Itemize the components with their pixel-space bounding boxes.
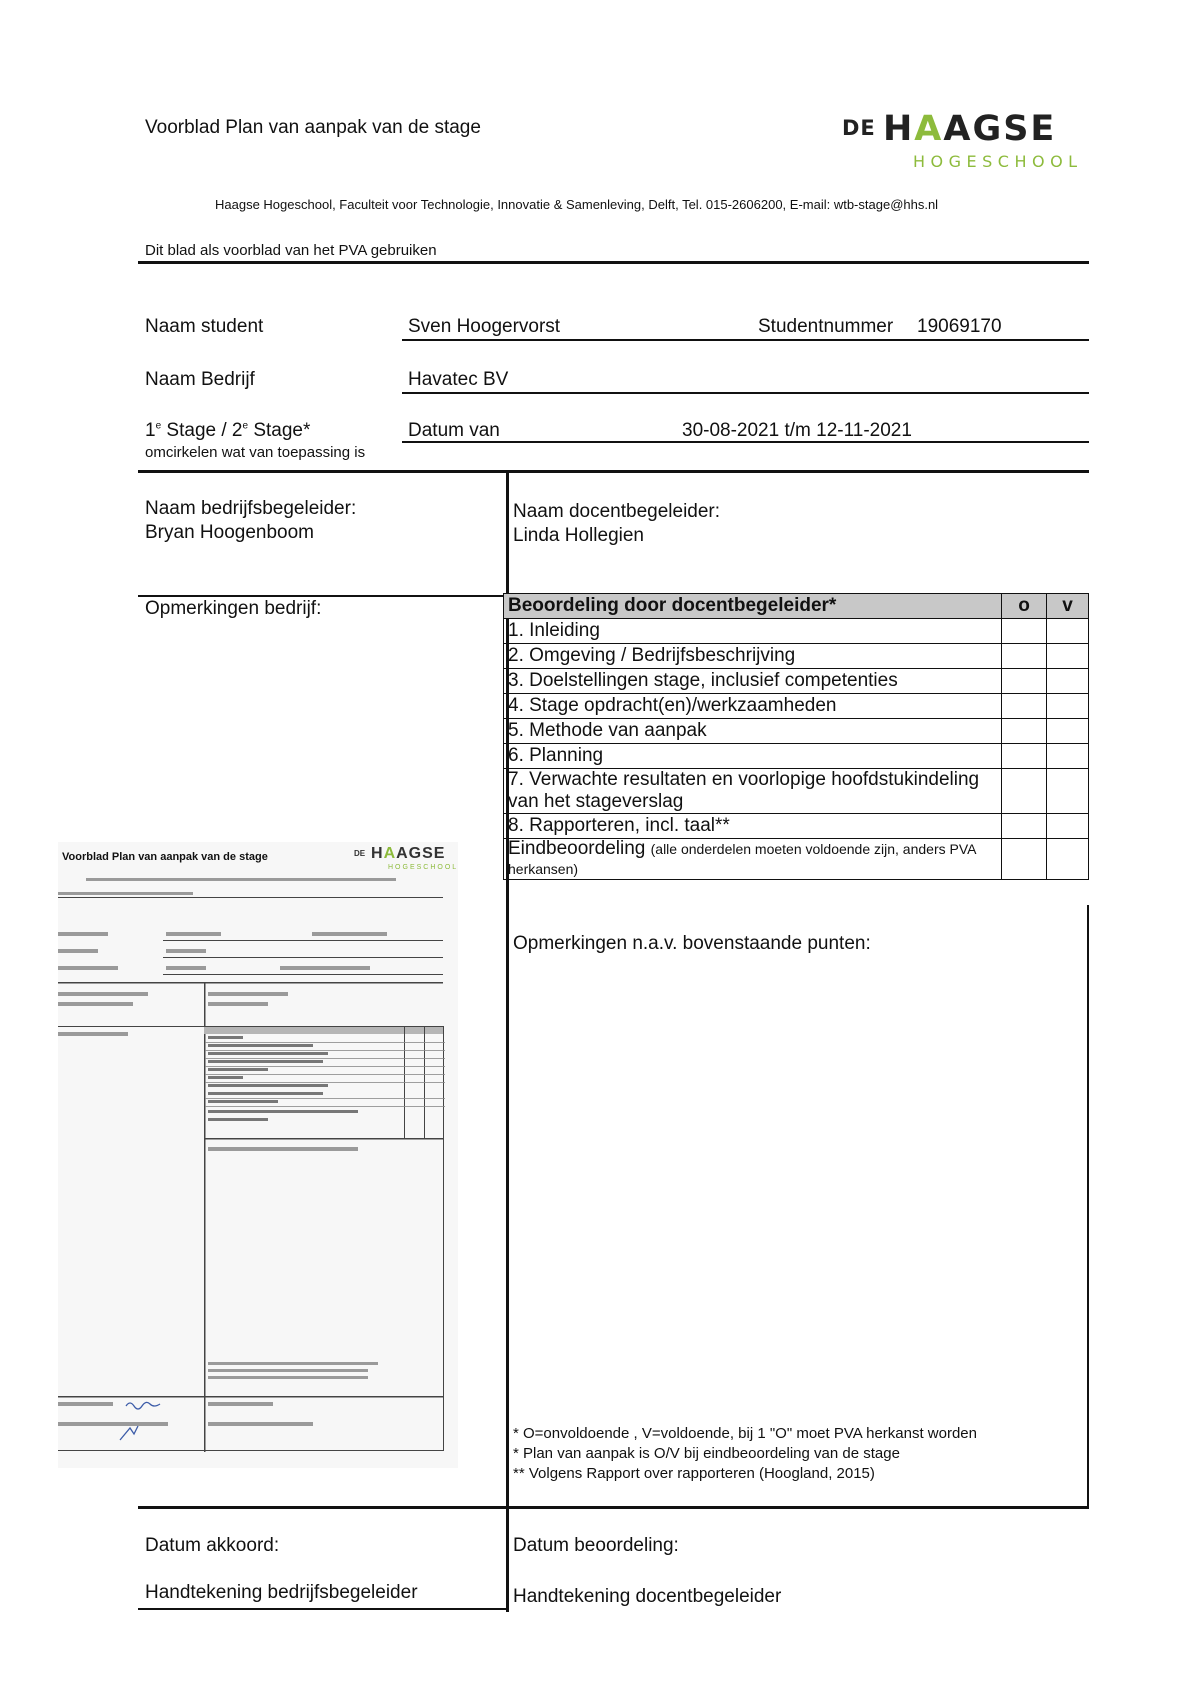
score-v-cell[interactable]: [1047, 769, 1089, 814]
footnote: ** Volgens Rapport over rapporteren (Hoogland, 2015): [513, 1465, 875, 1482]
thumbnail-title: Voorblad Plan van aanpak van de stage: [62, 851, 268, 863]
company-label: Naam Bedrijf: [145, 369, 255, 390]
signoff-divider: [138, 1506, 1089, 1509]
fields-divider: [138, 470, 1089, 473]
score-o-cell[interactable]: [1002, 619, 1047, 644]
date-underline: [402, 441, 1089, 443]
assessment-item: 5. Methode van aanpak: [504, 719, 1002, 744]
stage-hint: omcirkelen wat van toepassing is: [145, 444, 366, 461]
footnote: * O=onvoldoende , V=voldoende, bij 1 "O" moet PVA herkanst worden: [513, 1425, 977, 1442]
header-divider: [138, 261, 1089, 264]
sign-teacher-label: Handtekening docentbegeleider: [513, 1586, 782, 1607]
institute-line: Haagse Hogeschool, Faculteit voor Technologie, Innovatie & Samenleving, Delft, Tel. 015-2606200, E-mail: wtb-stage@hhs.nl: [215, 197, 939, 212]
signoff-bottom-line: [138, 1608, 509, 1610]
assessment-row: [504, 694, 1089, 719]
company-remarks-label: Opmerkingen bedrijf:: [145, 598, 322, 619]
final-note: (alle onderdelen moeten voldoende zijn, anders PVA herkansen): [508, 841, 976, 877]
assessment-item: 8. Rapporteren, incl. taal**: [504, 814, 1002, 839]
score-v-cell[interactable]: [1047, 719, 1089, 744]
score-o-cell[interactable]: [1002, 644, 1047, 669]
instruction-text: Dit blad als voorblad van het PVA gebruiken: [145, 242, 437, 259]
studentnr-value: 19069170: [917, 316, 1002, 337]
logo-name: HAAGSE: [883, 109, 1057, 149]
thumbnail-logo-sub: HOGESCHOOL: [388, 864, 459, 871]
score-v-cell[interactable]: [1047, 644, 1089, 669]
assessment-row: [504, 719, 1089, 744]
score-o-cell[interactable]: [1002, 839, 1047, 880]
teacher-supervisor-label: Naam docentbegeleider:: [513, 501, 721, 522]
final-label: Eindbeoordeling: [508, 838, 646, 859]
studentnr-label: Studentnummer: [758, 316, 894, 337]
date-label: Datum van: [408, 420, 500, 441]
company-supervisor-label: Naam bedrijfsbegeleider:: [145, 498, 357, 519]
logo-sub: HOGESCHOOL: [913, 152, 1083, 171]
assessment-header-row: [504, 594, 1089, 619]
assessment-item: 4. Stage opdracht(en)/werkzaamheden: [504, 694, 1002, 719]
sign-company-label: Handtekening bedrijfsbegeleider: [145, 1582, 418, 1603]
column-o-header: o: [1002, 594, 1047, 619]
score-v-cell[interactable]: [1047, 839, 1089, 880]
column-v-header: v: [1047, 594, 1089, 619]
assessment-row: [504, 814, 1089, 839]
footnotes: [513, 1424, 977, 1484]
stage-label: 1e Stage / 2e Stage*: [145, 420, 311, 441]
assessment-final-row: [504, 839, 1089, 880]
score-o-cell[interactable]: [1002, 694, 1047, 719]
assessment-item: 1. Inleiding: [504, 619, 1002, 644]
company-underline: [402, 392, 1089, 394]
company-value: Havatec BV: [408, 369, 509, 390]
assessment-row: [504, 769, 1089, 814]
scanned-form-thumbnail: [58, 842, 458, 1468]
assessment-row: [504, 669, 1089, 694]
thumbnail-logo-prefix: DE: [354, 849, 366, 858]
assessment-item: 7. Verwachte resultaten en voorlopige hoofdstukindeling van het stageverslag: [504, 769, 1002, 814]
score-o-cell[interactable]: [1002, 744, 1047, 769]
document-title: Voorblad Plan van aanpak van de stage: [145, 117, 481, 138]
score-v-cell[interactable]: [1047, 694, 1089, 719]
haagse-hogeschool-logo: [838, 104, 1088, 174]
score-v-cell[interactable]: [1047, 669, 1089, 694]
score-v-cell[interactable]: [1047, 619, 1089, 644]
score-o-cell[interactable]: [1002, 814, 1047, 839]
assessment-header: Beoordeling door docentbegeleider*: [504, 594, 1002, 619]
assessment-item: 3. Doelstellingen stage, inclusief competenties: [504, 669, 1002, 694]
teacher-supervisor-name: Linda Hollegien: [513, 525, 644, 546]
right-border: [1087, 905, 1089, 1507]
points-remarks-label: Opmerkingen n.a.v. bovenstaande punten:: [513, 933, 871, 954]
assessment-row: [504, 744, 1089, 769]
student-label: Naam student: [145, 316, 264, 337]
assessment-row: [504, 644, 1089, 669]
score-o-cell[interactable]: [1002, 669, 1047, 694]
date-assess-label: Datum beoordeling:: [513, 1535, 679, 1556]
thumbnail-logo-name: HAAGSE: [371, 845, 446, 862]
student-value: Sven Hoogervorst: [408, 316, 561, 337]
student-underline: [402, 339, 1089, 341]
assessment-row: [504, 619, 1089, 644]
thumbnail-graphic: [58, 842, 458, 1468]
supervisor-divider: [138, 595, 509, 597]
assessment-table: [503, 593, 1089, 880]
footnote: * Plan van aanpak is O/V bij eindbeoordeling van de stage: [513, 1445, 900, 1462]
score-v-cell[interactable]: [1047, 744, 1089, 769]
date-agree-label: Datum akkoord:: [145, 1535, 280, 1556]
score-o-cell[interactable]: [1002, 769, 1047, 814]
assessment-item: 2. Omgeving / Bedrijfsbeschrijving: [504, 644, 1002, 669]
logo-prefix: DE: [842, 116, 876, 140]
score-v-cell[interactable]: [1047, 814, 1089, 839]
date-value: 30-08-2021 t/m 12-11-2021: [682, 420, 912, 441]
final-assessment-item: [504, 839, 1002, 880]
company-supervisor-name: Bryan Hoogenboom: [145, 522, 314, 543]
assessment-item: 6. Planning: [504, 744, 1002, 769]
score-o-cell[interactable]: [1002, 719, 1047, 744]
